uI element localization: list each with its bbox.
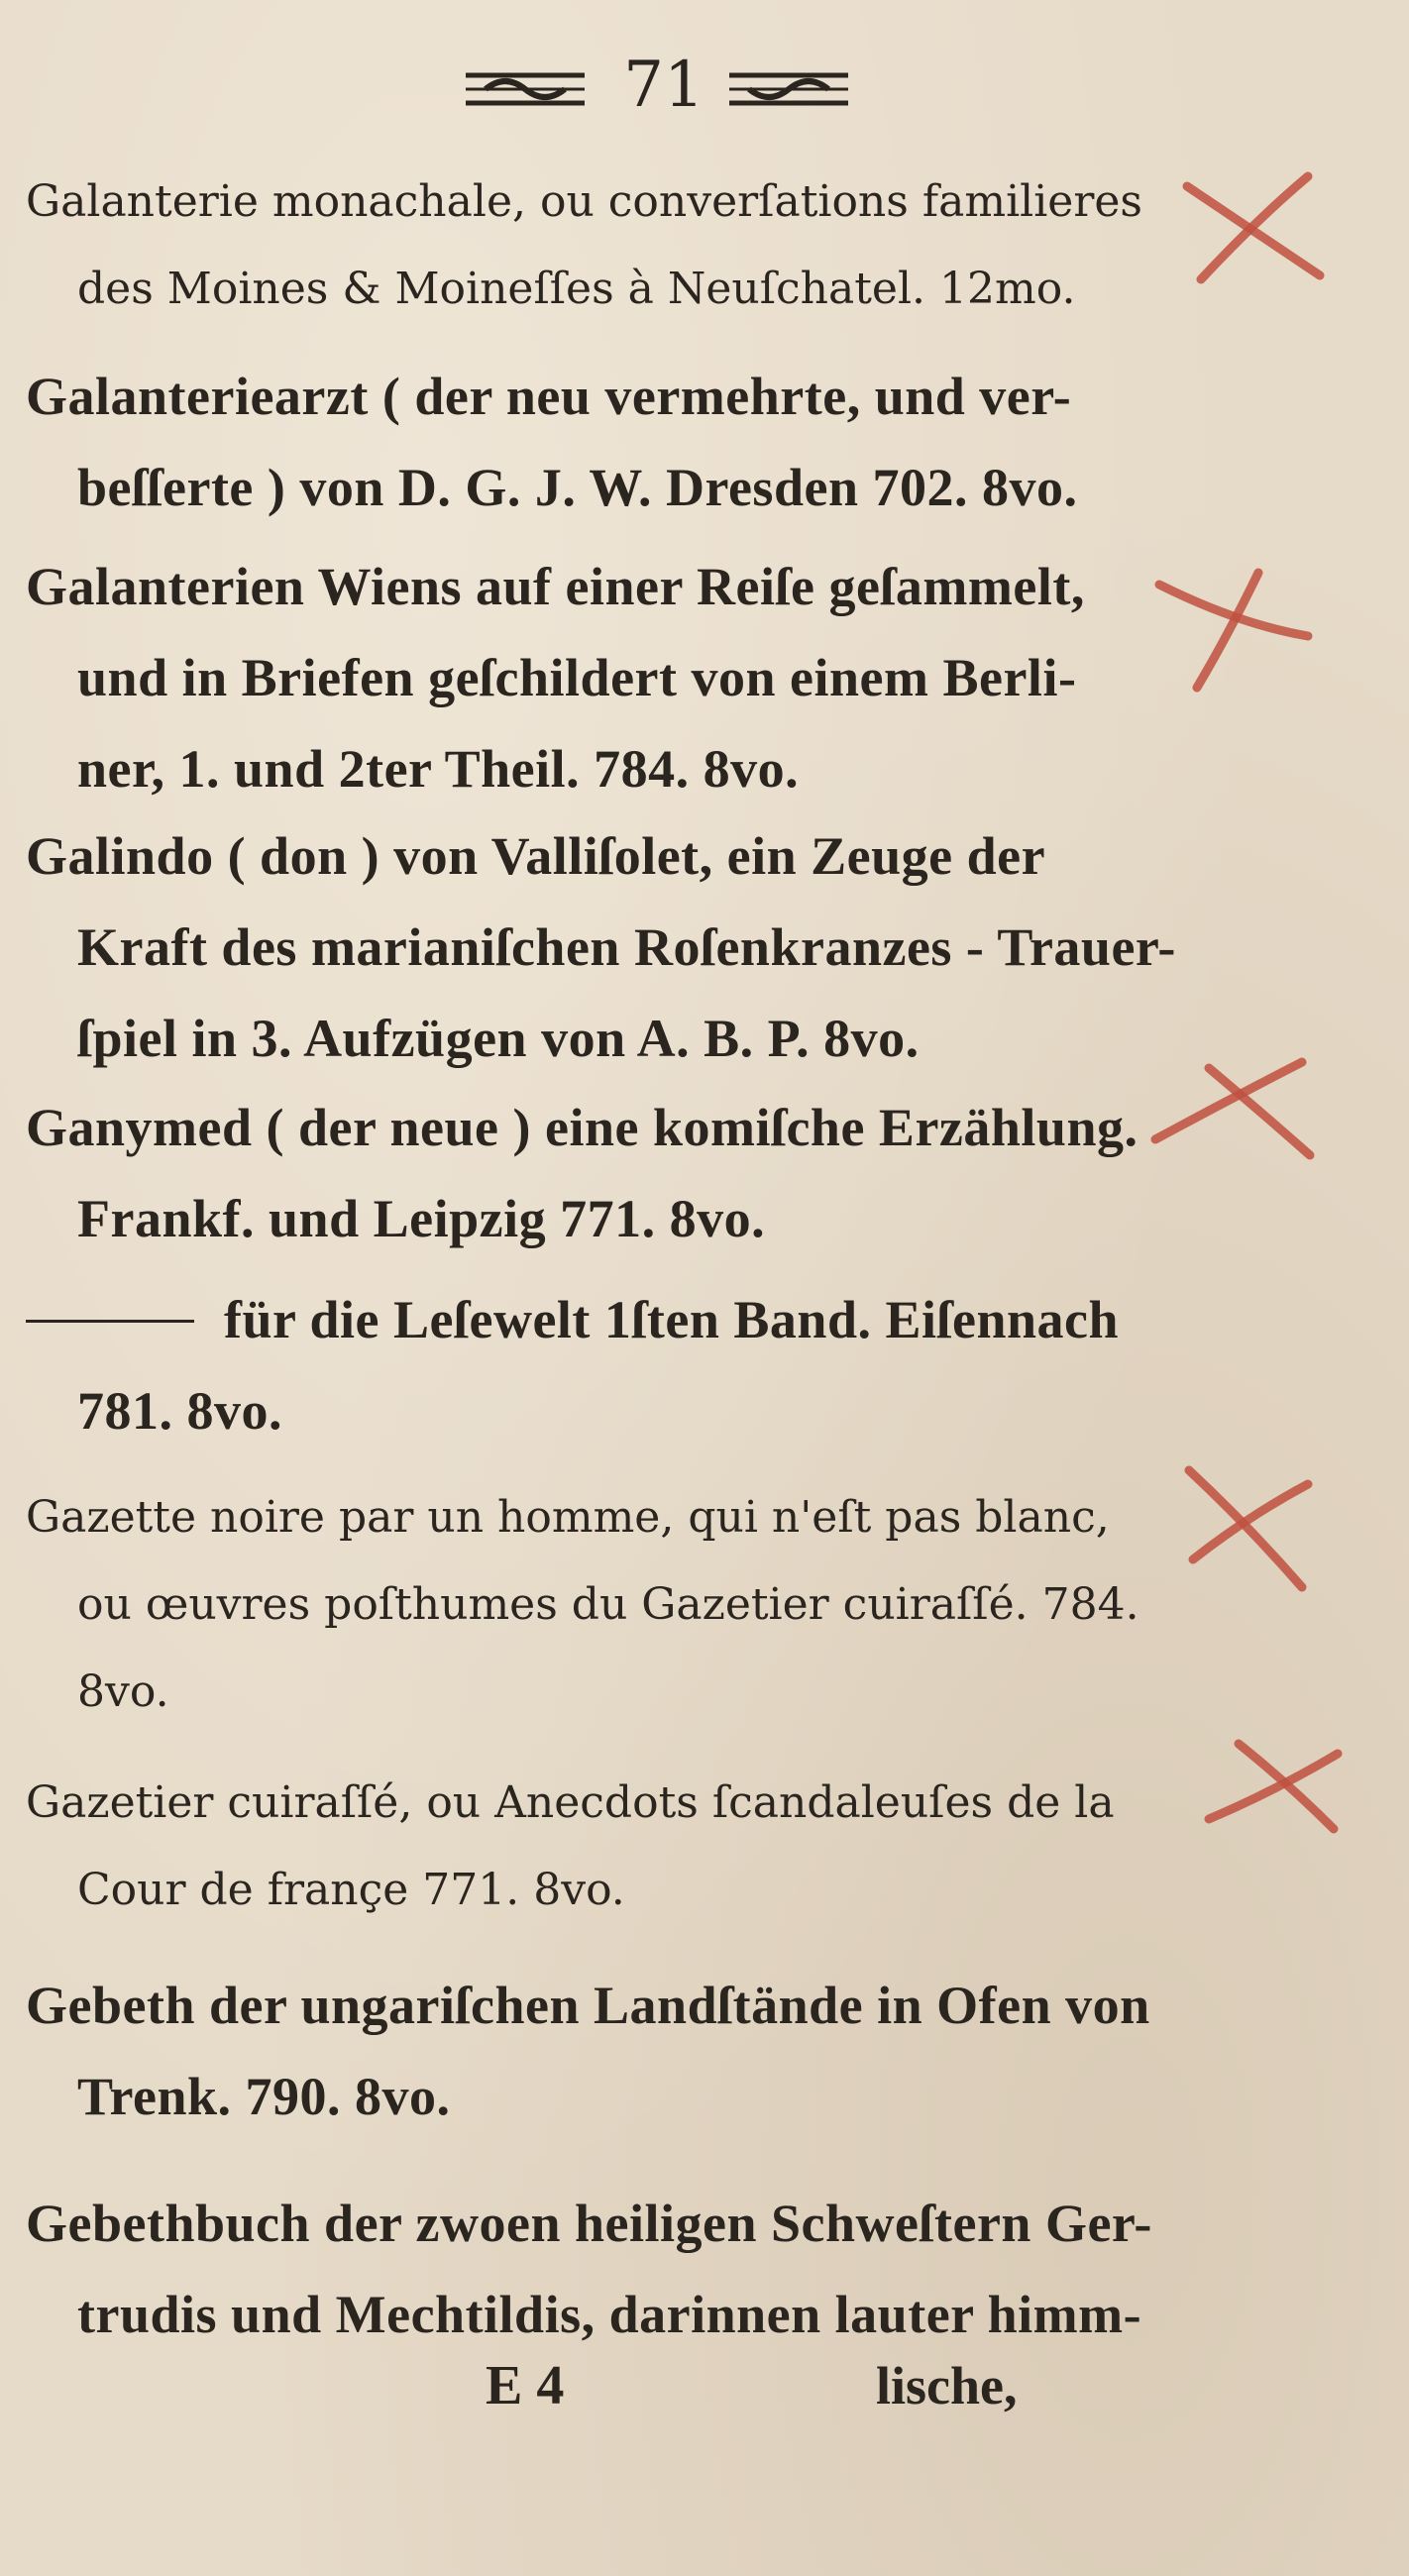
catalog-entry bbox=[26, 2178, 1152, 2360]
catalog-entry bbox=[26, 541, 1136, 814]
cross-out-mark-icon bbox=[1149, 1050, 1318, 1169]
entry-line: und in Briefen geſchildert von einem Berli- bbox=[77, 648, 1077, 707]
cross-out-mark-icon bbox=[1179, 1456, 1318, 1595]
entry-line: 781. 8vo. bbox=[77, 1381, 282, 1441]
entry-line: ſpiel in 3. Aufzügen von A. B. P. 8vo. bbox=[77, 1009, 920, 1068]
entry-line: Gebethbuch der zwoen heiligen Schweſtern Ger- bbox=[26, 2194, 1152, 2253]
entry-line: Gazette noire par un homme, qui n'eſt pas blanc, bbox=[26, 1492, 1110, 1543]
catalog-entry bbox=[26, 1274, 1136, 1456]
entry-line: 8vo. bbox=[77, 1666, 169, 1717]
signature-mark: E 4 bbox=[486, 2355, 565, 2416]
catalog-entry bbox=[26, 1760, 1136, 1934]
ornament-icon bbox=[729, 67, 848, 111]
entry-line: Galanterien Wiens auf einer Reiſe geſammelt, bbox=[26, 557, 1085, 616]
catalog-entry bbox=[26, 1474, 1139, 1736]
catalog-entry bbox=[26, 1082, 1136, 1264]
cross-out-mark-icon bbox=[1149, 565, 1318, 694]
entry-line: Kraft des marianiſchen Roſenkranzes - Trauer- bbox=[77, 917, 1176, 977]
page-number: 71 bbox=[623, 49, 704, 122]
page-header bbox=[0, 49, 1409, 122]
entry-line: Ganymed ( der neue ) eine komiſche Erzählung. bbox=[26, 1098, 1138, 1157]
entry-line: Galindo ( don ) von Valliſolet, ein Zeuge der bbox=[26, 826, 1046, 886]
catalog-entry bbox=[26, 1960, 1150, 2142]
entry-line: ner, 1. und 2ter Theil. 784. 8vo. bbox=[77, 739, 800, 799]
catalog-entry bbox=[26, 810, 1176, 1084]
cross-out-mark-icon bbox=[1199, 1734, 1348, 1843]
entry-line: beſſerte ) von D. G. J. W. Dresden 702. 8vo. bbox=[77, 458, 1078, 517]
entry-line: Gazetier cuiraſſé, ou Anecdots ſcandaleuſes de la bbox=[26, 1777, 1115, 1828]
entry-line: Frankf. und Leipzig 771. 8vo. bbox=[77, 1189, 766, 1248]
catchword: lische, bbox=[876, 2356, 1018, 2415]
entry-line: für die Leſewelt 1ſten Band. Eiſennach bbox=[224, 1290, 1120, 1349]
entry-line: des Moines & Moineſſes à Neuſchatel. 12mo. bbox=[77, 264, 1076, 314]
ditto-dash bbox=[26, 1320, 194, 1323]
entry-line: Trenk. 790. 8vo. bbox=[77, 2067, 451, 2126]
entry-line: ou œuvres poſthumes du Gazetier cuiraſſé. 784. bbox=[77, 1579, 1139, 1630]
entry-line: Cour de françe 771. 8vo. bbox=[77, 1865, 625, 1915]
catalog-entry bbox=[26, 159, 1142, 333]
entry-line: Galanteriearzt ( der neu vermehrte, und ver- bbox=[26, 367, 1072, 426]
entry-line: trudis und Mechtildis, darinnen lauter himm- bbox=[77, 2285, 1142, 2344]
entry-line: Gebeth der ungariſchen Landſtände in Ofen von bbox=[26, 1976, 1150, 2035]
ornament-icon bbox=[466, 67, 585, 111]
cross-out-mark-icon bbox=[1179, 168, 1328, 287]
catalog-entry bbox=[26, 351, 1136, 533]
entry-line: Galanterie monachale, ou converſations familieres bbox=[26, 176, 1142, 227]
